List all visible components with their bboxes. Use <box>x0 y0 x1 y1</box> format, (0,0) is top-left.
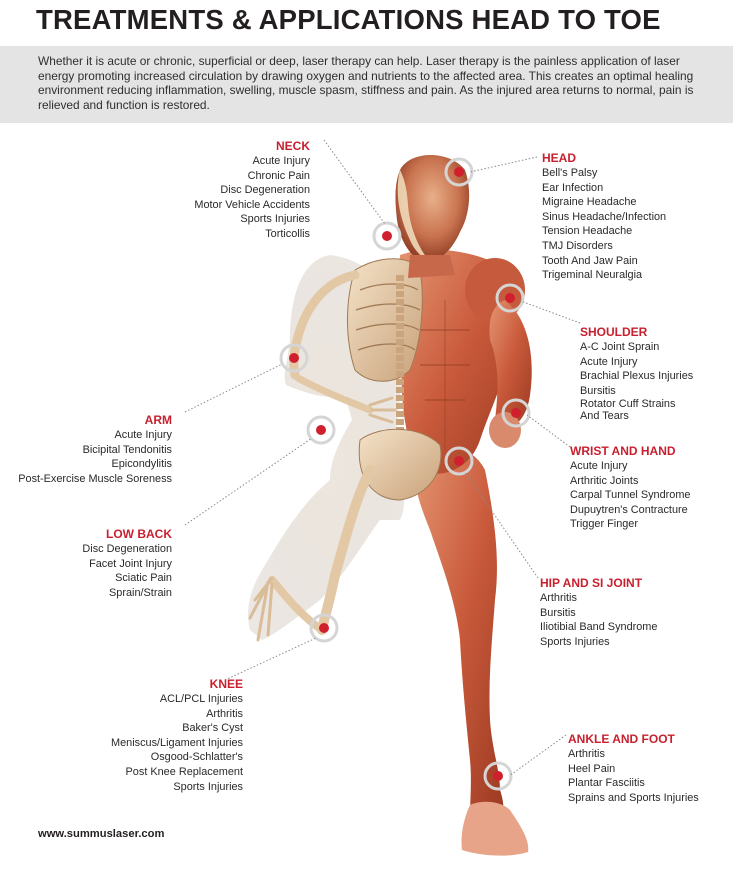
list-item: Disc Degeneration <box>82 543 172 555</box>
neck-group <box>194 138 310 242</box>
list-item: Arthritis <box>206 707 243 720</box>
list-item: Tooth And Jaw Pain <box>542 254 638 267</box>
list-item: Rotator Cuff Strains <box>580 398 676 411</box>
list-item: Plantar Fasciitis <box>568 777 645 790</box>
intro-paragraph: Whether it is acute or chronic, superficial or deep, laser therapy can help. Laser therapy is the painless application of laser energy promoting increased circulation by drawing oxygen and nutrients to the affected area. This creates an optimal healing environment reducing inflammation, swelling, muscle spasm, stiffness and pain. As the injured area returns to normal, pain is relieved and function is restored. <box>0 46 733 123</box>
list-item: Motor Vehicle Accidents <box>194 198 310 211</box>
list-item: Chronic Pain <box>247 169 310 182</box>
list-item: TMJ Disorders <box>542 239 613 252</box>
list-item: Post Knee Replacement <box>125 765 243 778</box>
list-item: Tension Headache <box>542 225 633 238</box>
arm-heading: ARM <box>144 413 172 427</box>
page-title: TREATMENTS & APPLICATIONS HEAD TO TOE <box>36 4 661 35</box>
list-item: Ear Infection <box>542 181 604 194</box>
list-item: Sprain/Strain <box>109 586 172 599</box>
list-item: Sciatic Pain <box>115 572 172 585</box>
list-item: Disc Degeneration <box>220 184 310 197</box>
head-heading: HEAD <box>542 151 577 165</box>
head-group <box>542 150 666 283</box>
list-item: Acute Injury <box>114 429 172 441</box>
list-item: Dupuytren's Contracture <box>570 503 688 516</box>
list-item: And Tears <box>580 410 629 423</box>
shoulder-heading: SHOULDER <box>580 325 648 339</box>
neck-heading: NECK <box>275 139 310 153</box>
ankle-heading: ANKLE AND FOOT <box>568 732 675 746</box>
list-item: Carpal Tunnel Syndrome <box>570 489 691 502</box>
lowback-heading: LOW BACK <box>106 527 172 541</box>
target-neck <box>374 223 400 249</box>
ankle-group <box>568 731 699 805</box>
list-item: Sports Injuries <box>173 780 243 793</box>
list-item: Acute Injury <box>252 155 310 167</box>
list-item: Trigeminal Neuralgia <box>542 269 643 282</box>
list-item: Torticollis <box>265 227 310 240</box>
list-item: Arthritis <box>568 748 605 760</box>
list-item: Meniscus/Ligament Injuries <box>111 736 243 749</box>
list-item: Acute Injury <box>570 460 628 472</box>
list-item: Bell's Palsy <box>542 167 598 179</box>
list-item: Brachial Plexus Injuries <box>580 370 694 383</box>
list-item: Sports Injuries <box>240 213 310 226</box>
list-item: Osgood-Schlatter's <box>150 751 243 764</box>
list-item: Sinus Headache/Infection <box>542 210 667 223</box>
arm-group <box>18 412 172 486</box>
list-item: Baker's Cyst <box>182 722 243 735</box>
list-item: Sprains and Sports Injuries <box>568 791 699 804</box>
wrist-heading: WRIST AND HAND <box>570 444 676 458</box>
hip-group <box>540 575 657 649</box>
list-item: Facet Joint Injury <box>89 557 172 570</box>
list-item: Acute Injury <box>580 355 638 368</box>
list-item: A-C Joint Sprain <box>580 341 660 353</box>
list-item: Arthritic Joints <box>570 474 639 487</box>
list-item: Bursitis <box>540 606 576 619</box>
list-item: Heel Pain <box>568 762 616 775</box>
list-item: Bursitis <box>580 384 616 397</box>
lowback-group <box>82 526 172 600</box>
knee-heading: KNEE <box>209 677 243 691</box>
list-item: Post-Exercise Muscle Soreness <box>18 472 172 485</box>
hip-heading: HIP AND SI JOINT <box>540 576 643 590</box>
shoulder-group <box>580 324 693 422</box>
list-item: Epicondylitis <box>111 458 172 471</box>
list-item: ACL/PCL Injuries <box>159 693 243 705</box>
muscle-body <box>399 250 531 856</box>
list-item: Iliotibial Band Syndrome <box>540 621 658 634</box>
website-url: www.summuslaser.com <box>38 828 165 840</box>
list-item: Arthritis <box>540 592 577 604</box>
list-item: Trigger Finger <box>570 518 638 531</box>
list-item: Sports Injuries <box>540 635 610 648</box>
knee-group <box>111 676 243 794</box>
target-lowback <box>308 417 334 443</box>
list-item: Migraine Headache <box>542 196 637 209</box>
list-item: Bicipital Tendonitis <box>82 443 172 456</box>
wrist-group <box>570 443 690 532</box>
